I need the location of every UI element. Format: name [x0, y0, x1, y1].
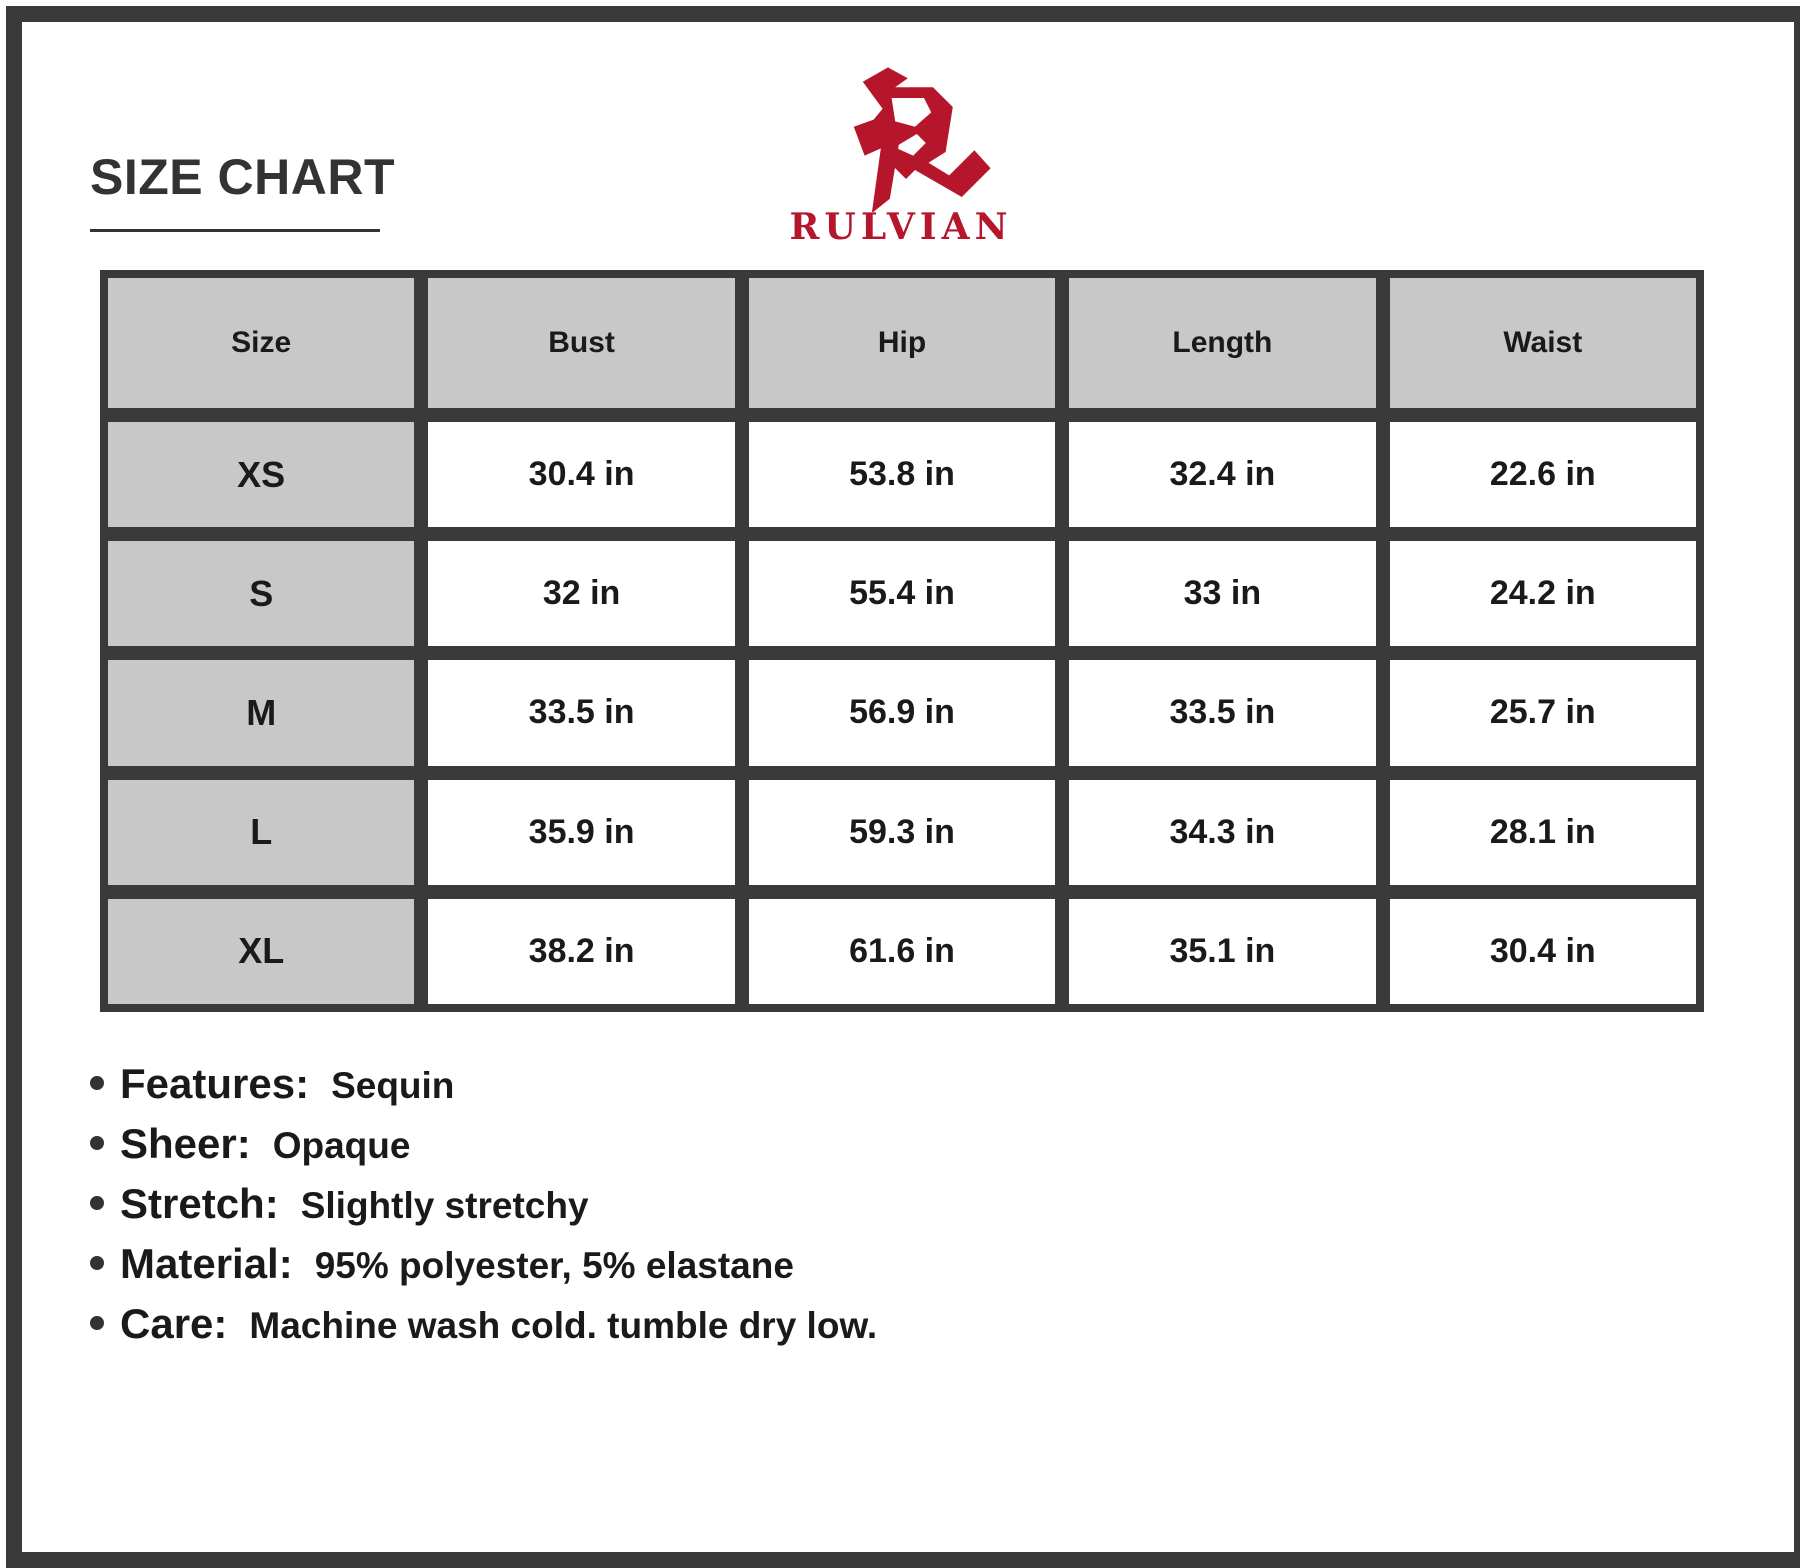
bullet-icon [90, 1256, 104, 1270]
hip-cell: 56.9 in [749, 660, 1055, 765]
feature-item [90, 1060, 877, 1120]
hip-cell: 53.8 in [749, 422, 1055, 527]
bust-cell: 35.9 in [428, 780, 734, 885]
size-cell: M [108, 660, 414, 765]
hip-cell: 59.3 in [749, 780, 1055, 885]
feature-label: Sheer: [120, 1120, 251, 1167]
bullet-icon [90, 1076, 104, 1090]
feature-label: Features: [120, 1060, 310, 1107]
bullet-icon [90, 1316, 104, 1330]
waist-cell: 30.4 in [1390, 899, 1696, 1004]
header-cell-size: Size [108, 278, 414, 408]
bust-cell: 30.4 in [428, 422, 734, 527]
header-cell-hip: Hip [749, 278, 1055, 408]
bullet-icon [90, 1196, 104, 1210]
feature-value: Opaque [272, 1125, 411, 1166]
feature-value: Slightly stretchy [300, 1185, 589, 1226]
size-cell: XL [108, 899, 414, 1004]
hip-cell: 61.6 in [749, 899, 1055, 1004]
feature-value: 95% polyester, 5% elastane [314, 1245, 794, 1286]
hip-cell: 55.4 in [749, 541, 1055, 646]
length-cell: 34.3 in [1069, 780, 1375, 885]
features-list [90, 1060, 877, 1360]
header-cell-length: Length [1069, 278, 1375, 408]
feature-item [90, 1120, 877, 1180]
waist-cell: 28.1 in [1390, 780, 1696, 885]
feature-item [90, 1180, 877, 1240]
bullet-icon [90, 1136, 104, 1150]
waist-cell: 24.2 in [1390, 541, 1696, 646]
header-cell-waist: Waist [1390, 278, 1696, 408]
feature-item [90, 1300, 877, 1360]
size-cell: L [108, 780, 414, 885]
feature-value: Machine wash cold. tumble dry low. [249, 1305, 878, 1346]
length-cell: 33 in [1069, 541, 1375, 646]
length-cell: 33.5 in [1069, 660, 1375, 765]
header-cell-bust: Bust [428, 278, 734, 408]
feature-value: Sequin [331, 1065, 455, 1106]
waist-cell: 25.7 in [1390, 660, 1696, 765]
size-cell: XS [108, 422, 414, 527]
page-title: SIZE CHART [90, 149, 395, 205]
feature-label: Stretch: [120, 1180, 279, 1227]
feature-item [90, 1240, 877, 1300]
feature-label: Material: [120, 1240, 293, 1287]
length-cell: 32.4 in [1069, 422, 1375, 527]
length-cell: 35.1 in [1069, 899, 1375, 1004]
waist-cell: 22.6 in [1390, 422, 1696, 527]
feature-label: Care: [120, 1300, 228, 1347]
brand-name: RULVIAN [789, 206, 1013, 248]
title-underline [90, 229, 380, 232]
bust-cell: 32 in [428, 541, 734, 646]
size-cell: S [108, 541, 414, 646]
size-table [100, 270, 1704, 1012]
bust-cell: 33.5 in [428, 660, 734, 765]
bust-cell: 38.2 in [428, 899, 734, 1004]
